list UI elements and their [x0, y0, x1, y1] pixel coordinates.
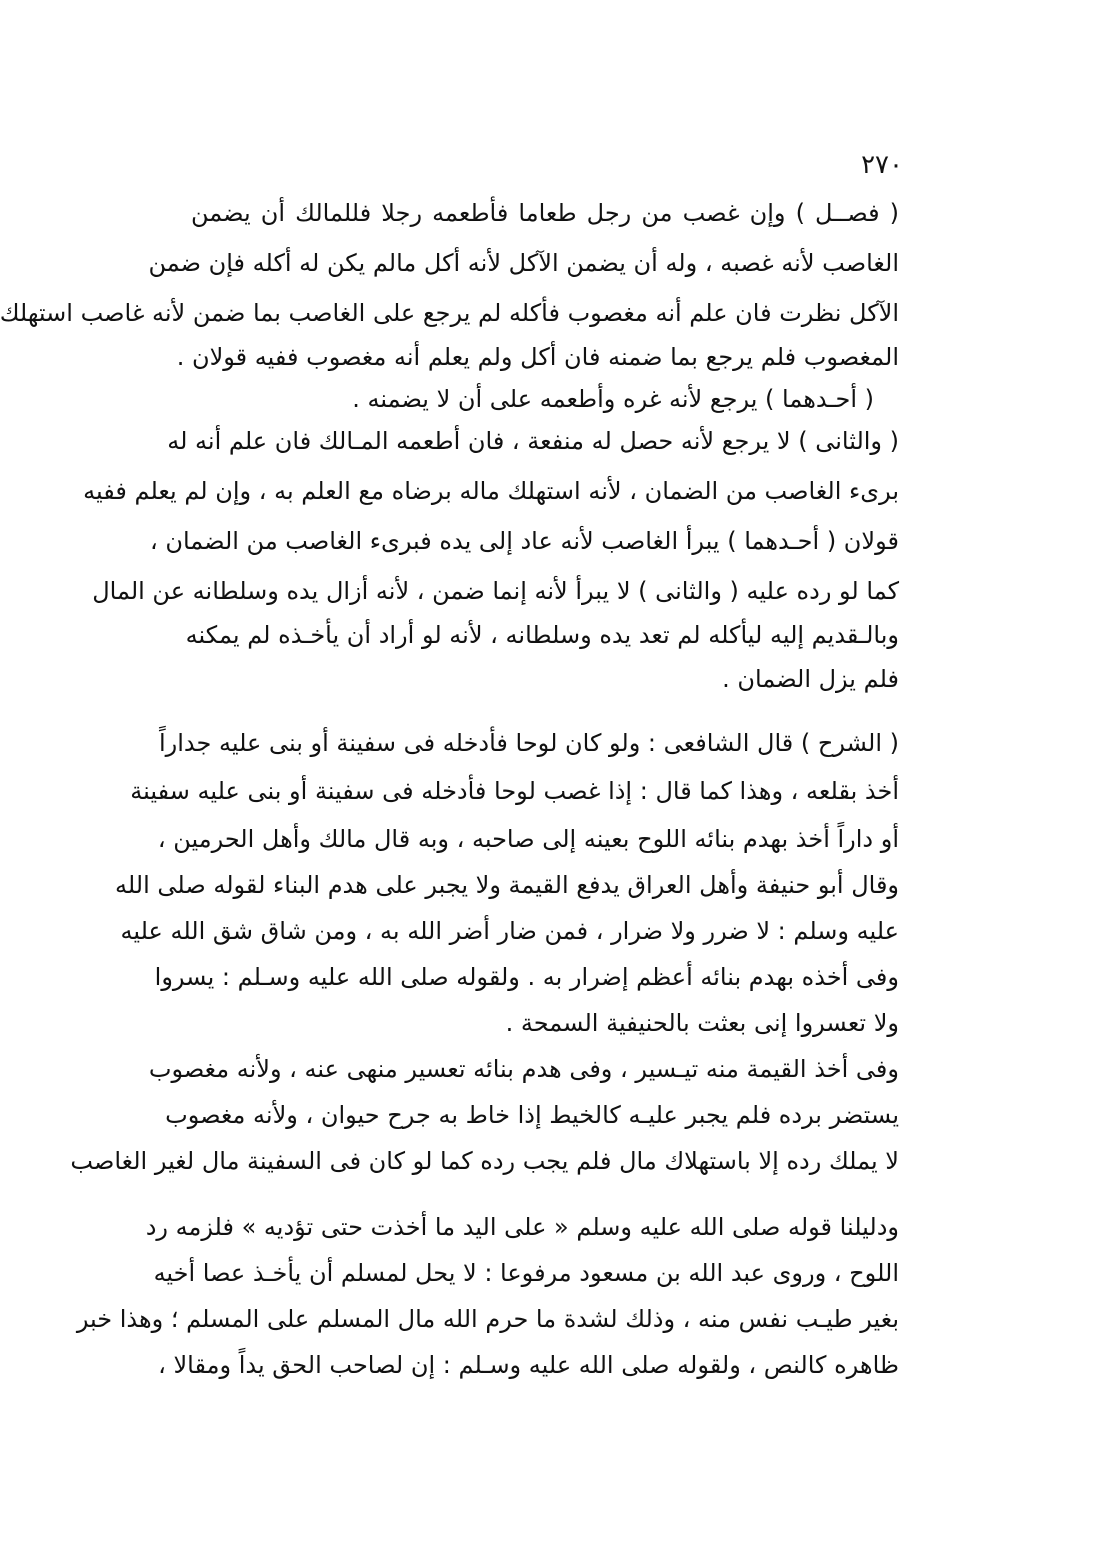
text-line: ودليلنا قوله صلى الله عليه وسلم « على اليد ما أخذت حتى تؤديه » فلزمه رد	[145, 1213, 899, 1241]
page-number: ٢٧٠	[861, 150, 903, 180]
text-line: ( والثانى ) لا يرجع لأنه حصل له منفعة ، فان أطعمه المـالك فان علم أنه له	[167, 427, 899, 455]
text-line: كما لو رده عليه ( والثانى ) لا يبرأ لأنه إنما ضمن ، لأنه أزال يده وسلطانه عن المال	[92, 577, 899, 605]
text-line: قولان ( أحـدهما ) يبرأ الغاصب لأنه عاد إلى يده فبرىء الغاصب من الضمان ،	[149, 527, 899, 555]
text-line: وبالـقديم إليه ليأكله لم تعد يده وسلطانه ، لأنه لو أراد أن يأخـذه لم يمكنه	[185, 621, 899, 649]
text-line: اللوح ، وروى عبد الله بن مسعود مرفوعا : لا يحل لمسلم أن يأخـذ عصا أخيه	[153, 1259, 899, 1287]
text-line: الآكل نظرت فان علم أنه مغصوب فأكله لم يرجع على الغاصب بما ضمن لأنه غاصب استهلك	[0, 299, 899, 327]
text-line: وقال أبو حنيفة وأهل العراق يدفع القيمة ولا يجبر على هدم البناء لقوله صلى الله	[114, 871, 899, 899]
text-line: أو داراً أخذ بهدم بنائه اللوح بعينه إلى صاحبه ، وبه قال مالك وأهل الحرمين ،	[157, 825, 899, 853]
text-line: الغاصب لأنه غصبه ، وله أن يضمن الآكل لأنه أكل مالم يكن له أكله فإن ضمن	[148, 249, 899, 277]
text-line: ( الشرح ) قال الشافعى : ولو كان لوحا فأدخله فى سفينة أو بنى عليه جداراً	[159, 729, 899, 757]
text-line: ( فصــل ) وإن غصب من رجل طعاما فأطعمه رجلا فللمالك أن يضمن	[191, 199, 899, 227]
text-line: يستضر برده فلم يجبر عليـه كالخيط إذا خاط به جرح حيوان ، ولأنه مغصوب	[165, 1101, 899, 1129]
text-line: ولا تعسروا إنى بعثت بالحنيفية السمحة .	[505, 1009, 899, 1037]
text-line: المغصوب فلم يرجع بما ضمنه فان أكل ولم يعلم أنه مغصوب ففيه قولان .	[176, 343, 899, 371]
text-line: لا يملك رده إلا باستهلاك مال فلم يجب رده كما لو كان فى السفينة مال لغير الغاصب	[70, 1147, 899, 1175]
text-line: وفى أخذه بهدم بنائه أعظم إضرار به . ولقوله صلى الله عليه وسـلم : يسروا	[154, 963, 899, 991]
text-line: عليه وسلم : لا ضرر ولا ضرار ، فمن ضار أضر الله به ، ومن شاق شق الله عليه	[120, 917, 899, 945]
text-line: ( أحـدهما ) يرجع لأنه غره وأطعمه على أن لا يضمنه .	[352, 385, 874, 413]
text-line: أخذ بقلعه ، وهذا كما قال : إذا غصب لوحا فأدخله فى سفينة أو بنى عليه سفينة	[130, 777, 899, 805]
text-line: بغير طيـب نفس منه ، وذلك لشدة ما حرم الله مال المسلم على المسلم ؛ وهذا خبر	[76, 1305, 899, 1333]
text-line: برىء الغاصب من الضمان ، لأنه استهلك ماله برضاه مع العلم به ، وإن لم يعلم ففيه	[83, 477, 899, 505]
text-line: ظاهره كالنص ، ولقوله صلى الله عليه وسـلم : إن لصاحب الحق يداً ومقالا ،	[158, 1351, 899, 1379]
text-line: فلم يزل الضمان .	[722, 665, 899, 693]
text-line: وفى أخذ القيمة منه تيـسير ، وفى هدم بنائه تعسير منهى عنه ، ولأنه مغصوب	[148, 1055, 899, 1083]
